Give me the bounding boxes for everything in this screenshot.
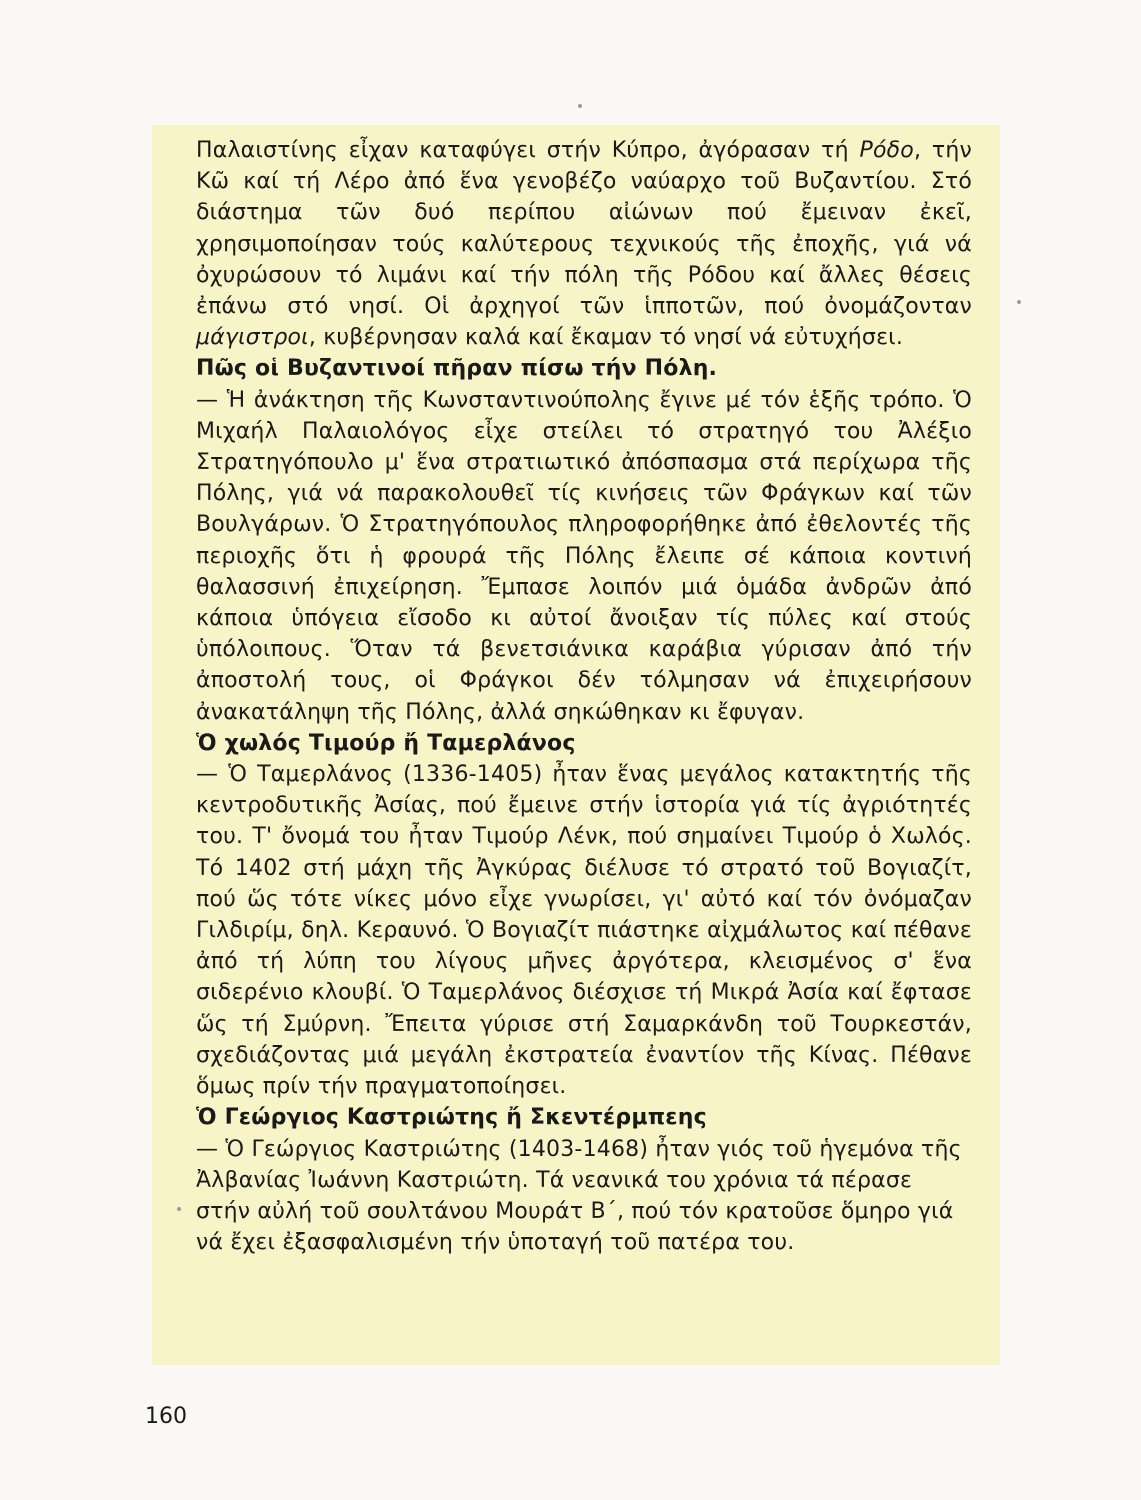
section-body-kastriotis: — Ὁ Γεώργιος Καστριώτης (1403-1468) ἦταν γιός τοῦ ἡγεμόνα τῆς Ἀλβανίας Ἰωάννη Καστριώτη. Τά νεανικά του χρόνια τά πέρασε στήν αὐλή τοῦ σουλτάνου Μουράτ Β΄, πού τόν κρατοῦσε ὅμηρο γιά νά ἔχει ἐξασφαλισμένη τήν ὑποταγή τοῦ πατέρα του. [196, 1136, 962, 1256]
section-heading-tamerlane: Ὁ χωλός Τιμούρ ἤ Ταμερλάνος [196, 730, 576, 756]
intro-paragraph [196, 135, 972, 353]
print-speck [578, 104, 582, 108]
section-heading-recapture: Πῶς οἱ Βυζαντινοί πῆραν πίσω τήν Πόλη. [196, 356, 718, 382]
print-speck [1017, 300, 1021, 304]
intro-italic-magistroi: μάγιστροι [196, 325, 309, 351]
intro-italic-rhodes: Ρόδο [859, 138, 914, 163]
text-column [196, 135, 972, 1258]
section-body-recapture: — Ἡ ἀνάκτηση τῆς Κωνσταντινούπολης ἔγινε μέ τόν ἑξῆς τρόπο. Ὁ Μιχαήλ Παλαιολόγος εἶχε στείλει τό στρατηγό του Ἀλέξιο Στρατηγόπουλο μ' ἕνα στρατιωτικό ἀπόσπασμα στά περίχωρα τῆς Πόλης, γιά νά παρακολουθεῖ τίς κινήσεις τῶν Φράγκων καί τῶν Βουλγάρων. Ὁ Στρατηγόπουλος πληροφορήθηκε ἀπό ἐθελοντές τῆς περιοχῆς ὅτι ἡ φρουρά τῆς Πόλης ἔλειπε σέ κάποια κοντινή θαλασσινή ἐπιχείρηση. Ἔμπασε λοιπόν μιά ὁμάδα ἀνδρῶν ἀπό κάποια ὑπόγεια εἴσοδο κι αὐτοί ἄνοιξαν τίς πύλες καί στούς ὑπόλοιπους. Ὅταν τά βενετσιάνικα καράβια γύρισαν ἀπό τήν ἀποστολή τους, οἱ Φράγκοι δέν τόλμησαν νά ἐπιχειρήσουν ἀνακατάληψη τῆς Πόλης, ἀλλά σηκώθηκαν κι ἔφυγαν. [196, 387, 972, 725]
page-number: 160 [145, 1404, 187, 1429]
print-speck [177, 1207, 181, 1211]
intro-text-3: , κυβέρνησαν καλά καί ἔκαμαν τό νησί νά εὐτυχήσει. [308, 325, 904, 351]
section-body-tamerlane: — Ὁ Ταμερλάνος (1336-1405) ἦταν ἕνας μεγάλος κατακτητής τῆς κεντροδυτικῆς Ἀσίας, πού ἔμεινε στήν ἱστορία γιά τίς ἀγριότητές του. Τ' ὄνομά του ἦταν Τιμούρ Λένκ, πού σημαίνει Τιμούρ ὁ Χωλός. Τό 1402 στή μάχη τῆς Ἀγκύρας διέλυσε τό στρατό τοῦ Βογιαζίτ, πού ὥς τότε νίκες μόνο εἶχε γνωρίσει, γι' αὐτό καί τόν ὀνόμαζαν Γιλδιρίμ, δηλ. Κεραυνό. Ὁ Βογιαζίτ πιάστηκε αἰχμάλωτος καί πέθανε ἀπό τή λύπη του λίγους μῆνες ἀργότερα, κλεισμένος σ' ἕνα σιδερένιο κλουβί. Ὁ Ταμερλάνος διέσχισε τή Μικρά Ἀσία καί ἔφτασε ὥς τή Σμύρνη. Ἔπειτα γύρισε στή Σαμαρκάνδη τοῦ Τουρκεστάν, σχεδιάζοντας μιά μεγάλη ἐκστρατεία ἐναντίον τῆς Κίνας. Πέθανε ὅμως πρίν τήν πραγματοποίησει. [196, 762, 972, 1100]
intro-text-1: Παλαιστίνης εἶχαν καταφύγει στήν Κύπρο, ἀγόρασαν τή [196, 138, 860, 163]
section-heading-kastriotis: Ὁ Γεώργιος Καστριώτης ἤ Σκεντέρμπεης [196, 1105, 707, 1131]
intro-text-2: , τήν Κῶ καί τή Λέρο ἀπό ἕνα γενοβέζο ναύαρχο τοῦ Βυζαντίου. Στό διάστημα τῶν δυό περίπου αἰώνων πού ἔμειναν ἐκεῖ, χρησιμοποίησαν τούς καλύτερους τεχνικούς τῆς ἐποχῆς, γιά νά ὀχυρώσουν τό λιμάνι καί τήν πόλη τῆς Ρόδου καί ἄλλες θέσεις ἐπάνω στό νησί. Οἱ ἀρχηγοί τῶν ἱπποτῶν, πού ὀνομάζονταν [196, 138, 973, 320]
